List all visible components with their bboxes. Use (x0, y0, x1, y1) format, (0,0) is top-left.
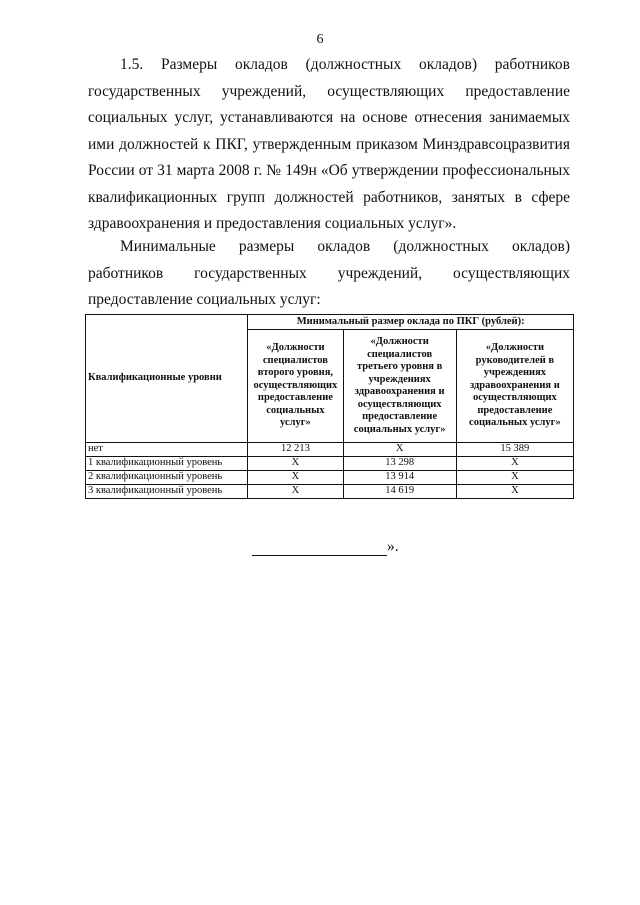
cell-value: Х (456, 485, 573, 499)
page-number: 6 (316, 32, 324, 47)
closing-quote: ». (387, 538, 399, 555)
row-label: 1 квалификационный уровень (86, 457, 248, 471)
column-header-managers: «Должности руководителей в учреждениях здравоохранения и осуществляющих предоставление социальных услуг» (456, 330, 573, 443)
table-row (86, 485, 574, 499)
row-label: нет (86, 443, 248, 457)
table-row (86, 443, 574, 457)
cell-value: Х (248, 485, 343, 499)
cell-value: 13 914 (343, 471, 456, 485)
column-header-second-level: «Должности специалистов второго уровня, осуществляющих предоставление социальных услуг» (248, 330, 343, 443)
paragraph-1-5: 1.5. Размеры окладов (должностных окладов) работников государственных учреждений, осуществляющих предоставление социальных услуг, устанавливаются на основе отнесения занимаемых ими должностей к ПКГ, утвержденным приказом Минздравсоцразвития России от 31 марта 2008 г. № 149н «Об утверждении профессиональных квалификационных групп должностей работников, занятых в сфере здравоохранения и предоставления социальных услуг». (88, 56, 570, 232)
row-label: 3 квалификационный уровень (86, 485, 248, 499)
cell-value: 14 619 (343, 485, 456, 499)
cell-value: 13 298 (343, 457, 456, 471)
cell-value: Х (248, 457, 343, 471)
cell-value: Х (248, 471, 343, 485)
blank-line (252, 541, 387, 556)
cell-value: 12 213 (248, 443, 343, 457)
row-label: 2 квалификационный уровень (86, 471, 248, 485)
closing-line (252, 538, 399, 556)
cell-value: Х (456, 471, 573, 485)
salary-table (85, 314, 574, 499)
paragraph-minimal-salaries: Минимальные размеры окладов (должностных окладов) работников государственных учреждений, осуществляющих предоставление социальных услуг: (88, 238, 570, 308)
cell-value: 15 389 (456, 443, 573, 457)
levels-column-header: Квалификационные уровни (86, 315, 248, 443)
cell-value: Х (343, 443, 456, 457)
table-row (86, 471, 574, 485)
minimal-salary-header: Минимальный размер оклада по ПКГ (рублей): (248, 315, 574, 330)
table-header-row (86, 315, 574, 330)
cell-value: Х (456, 457, 573, 471)
column-header-third-level: «Должности специалистов третьего уровня в учреждениях здравоохранения и осуществляющих предоставление социальных услуг» (343, 330, 456, 443)
table-row (86, 457, 574, 471)
